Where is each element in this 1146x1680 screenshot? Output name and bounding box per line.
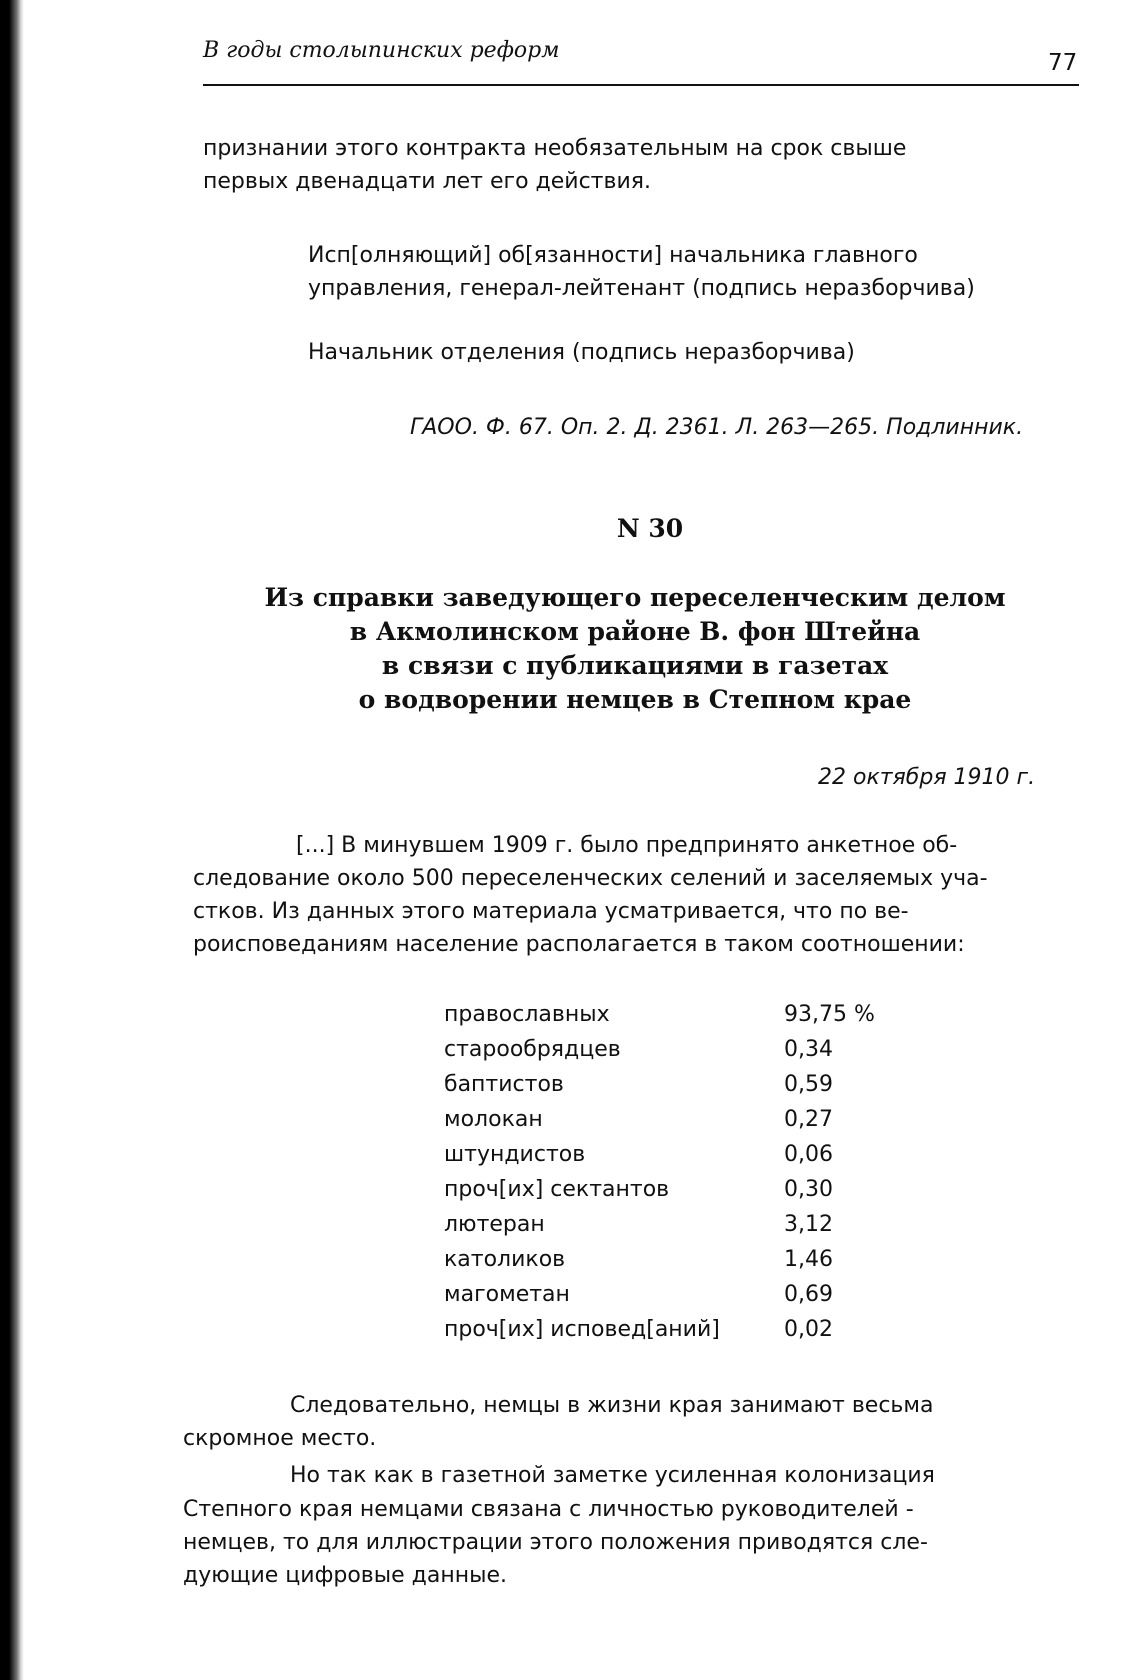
paragraph-line: [...] В минувшем 1909 г. было предпринято анкетное об- <box>296 833 958 858</box>
header-rule <box>203 84 1079 86</box>
table-row-value: 0,59 <box>784 1072 833 1097</box>
page-number: 77 <box>1048 50 1078 76</box>
document-title-line: в Акмолинском районе В. фон Штейна <box>349 617 921 646</box>
document-date: 22 октября 1910 г. <box>818 765 1036 790</box>
table-row-value: 0,27 <box>784 1107 833 1132</box>
document-title-line: Из справки заведующего переселенческим делом <box>264 583 1006 612</box>
book-spine-shadow <box>0 0 24 1680</box>
table-row-value: 1,46 <box>784 1247 833 1272</box>
table-row-value: 0,02 <box>784 1317 833 1342</box>
table-row-value: 0,34 <box>784 1037 833 1062</box>
paragraph-line: Степного края немцами связана с личностью руководителей - <box>183 1497 914 1522</box>
table-row-value: 93,75 % <box>784 1002 875 1027</box>
paragraph-line: роисповеданиям население располагается в таком соотношении: <box>193 932 965 957</box>
table-row-label: штундистов <box>444 1142 586 1167</box>
table-row-value: 0,06 <box>784 1142 833 1167</box>
signature-line: управления, генерал-лейтенант (подпись неразборчива) <box>308 276 975 301</box>
table-row-label: старообрядцев <box>444 1037 621 1062</box>
running-title: В годы столыпинских реформ <box>203 38 560 63</box>
document-title-line: в связи с публикациями в газетах <box>381 651 889 680</box>
table-row-label: проч[их] сектантов <box>444 1177 670 1202</box>
text-line: признании этого контракта необязательным на срок свыше <box>203 136 907 161</box>
paragraph-line: следование около 500 переселенческих селений и заселяемых уча- <box>193 866 988 891</box>
paragraph-line: скромное место. <box>183 1426 377 1451</box>
table-row-label: молокан <box>444 1107 543 1132</box>
archive-reference: ГАОО. Ф. 67. Оп. 2. Д. 2361. Л. 263—265. Подлинник. <box>410 415 1024 440</box>
signature-line: Исп[олняющий] об[язанности] начальника главного <box>308 243 918 268</box>
text-line: первых двенадцати лет его действия. <box>203 169 651 194</box>
paragraph-line: Следовательно, немцы в жизни края занимают весьма <box>290 1393 934 1418</box>
table-row-label: магометан <box>444 1282 570 1307</box>
table-row-label: православных <box>444 1002 610 1027</box>
second-signature: Начальник отделения (подпись неразборчива) <box>308 340 855 365</box>
document-number: N 30 <box>616 514 684 543</box>
table-row-value: 3,12 <box>784 1212 833 1237</box>
table-row-label: католиков <box>444 1247 566 1272</box>
paragraph-line: немцев, то для иллюстрации этого положения приводятся сле- <box>183 1530 928 1555</box>
table-row-value: 0,30 <box>784 1177 833 1202</box>
document-title-line: о водворении немцев в Степном крае <box>358 685 912 714</box>
table-row-label: лютеран <box>444 1212 545 1237</box>
table-row-label: баптистов <box>444 1072 564 1097</box>
table-row-value: 0,69 <box>784 1282 833 1307</box>
paragraph-line: Но так как в газетной заметке усиленная колонизация <box>290 1463 935 1488</box>
paragraph-line: стков. Из данных этого материала усматривается, что по ве- <box>193 899 909 924</box>
table-row-label: проч[их] исповед[аний] <box>444 1317 720 1342</box>
paragraph-line: дующие цифровые данные. <box>183 1563 508 1588</box>
